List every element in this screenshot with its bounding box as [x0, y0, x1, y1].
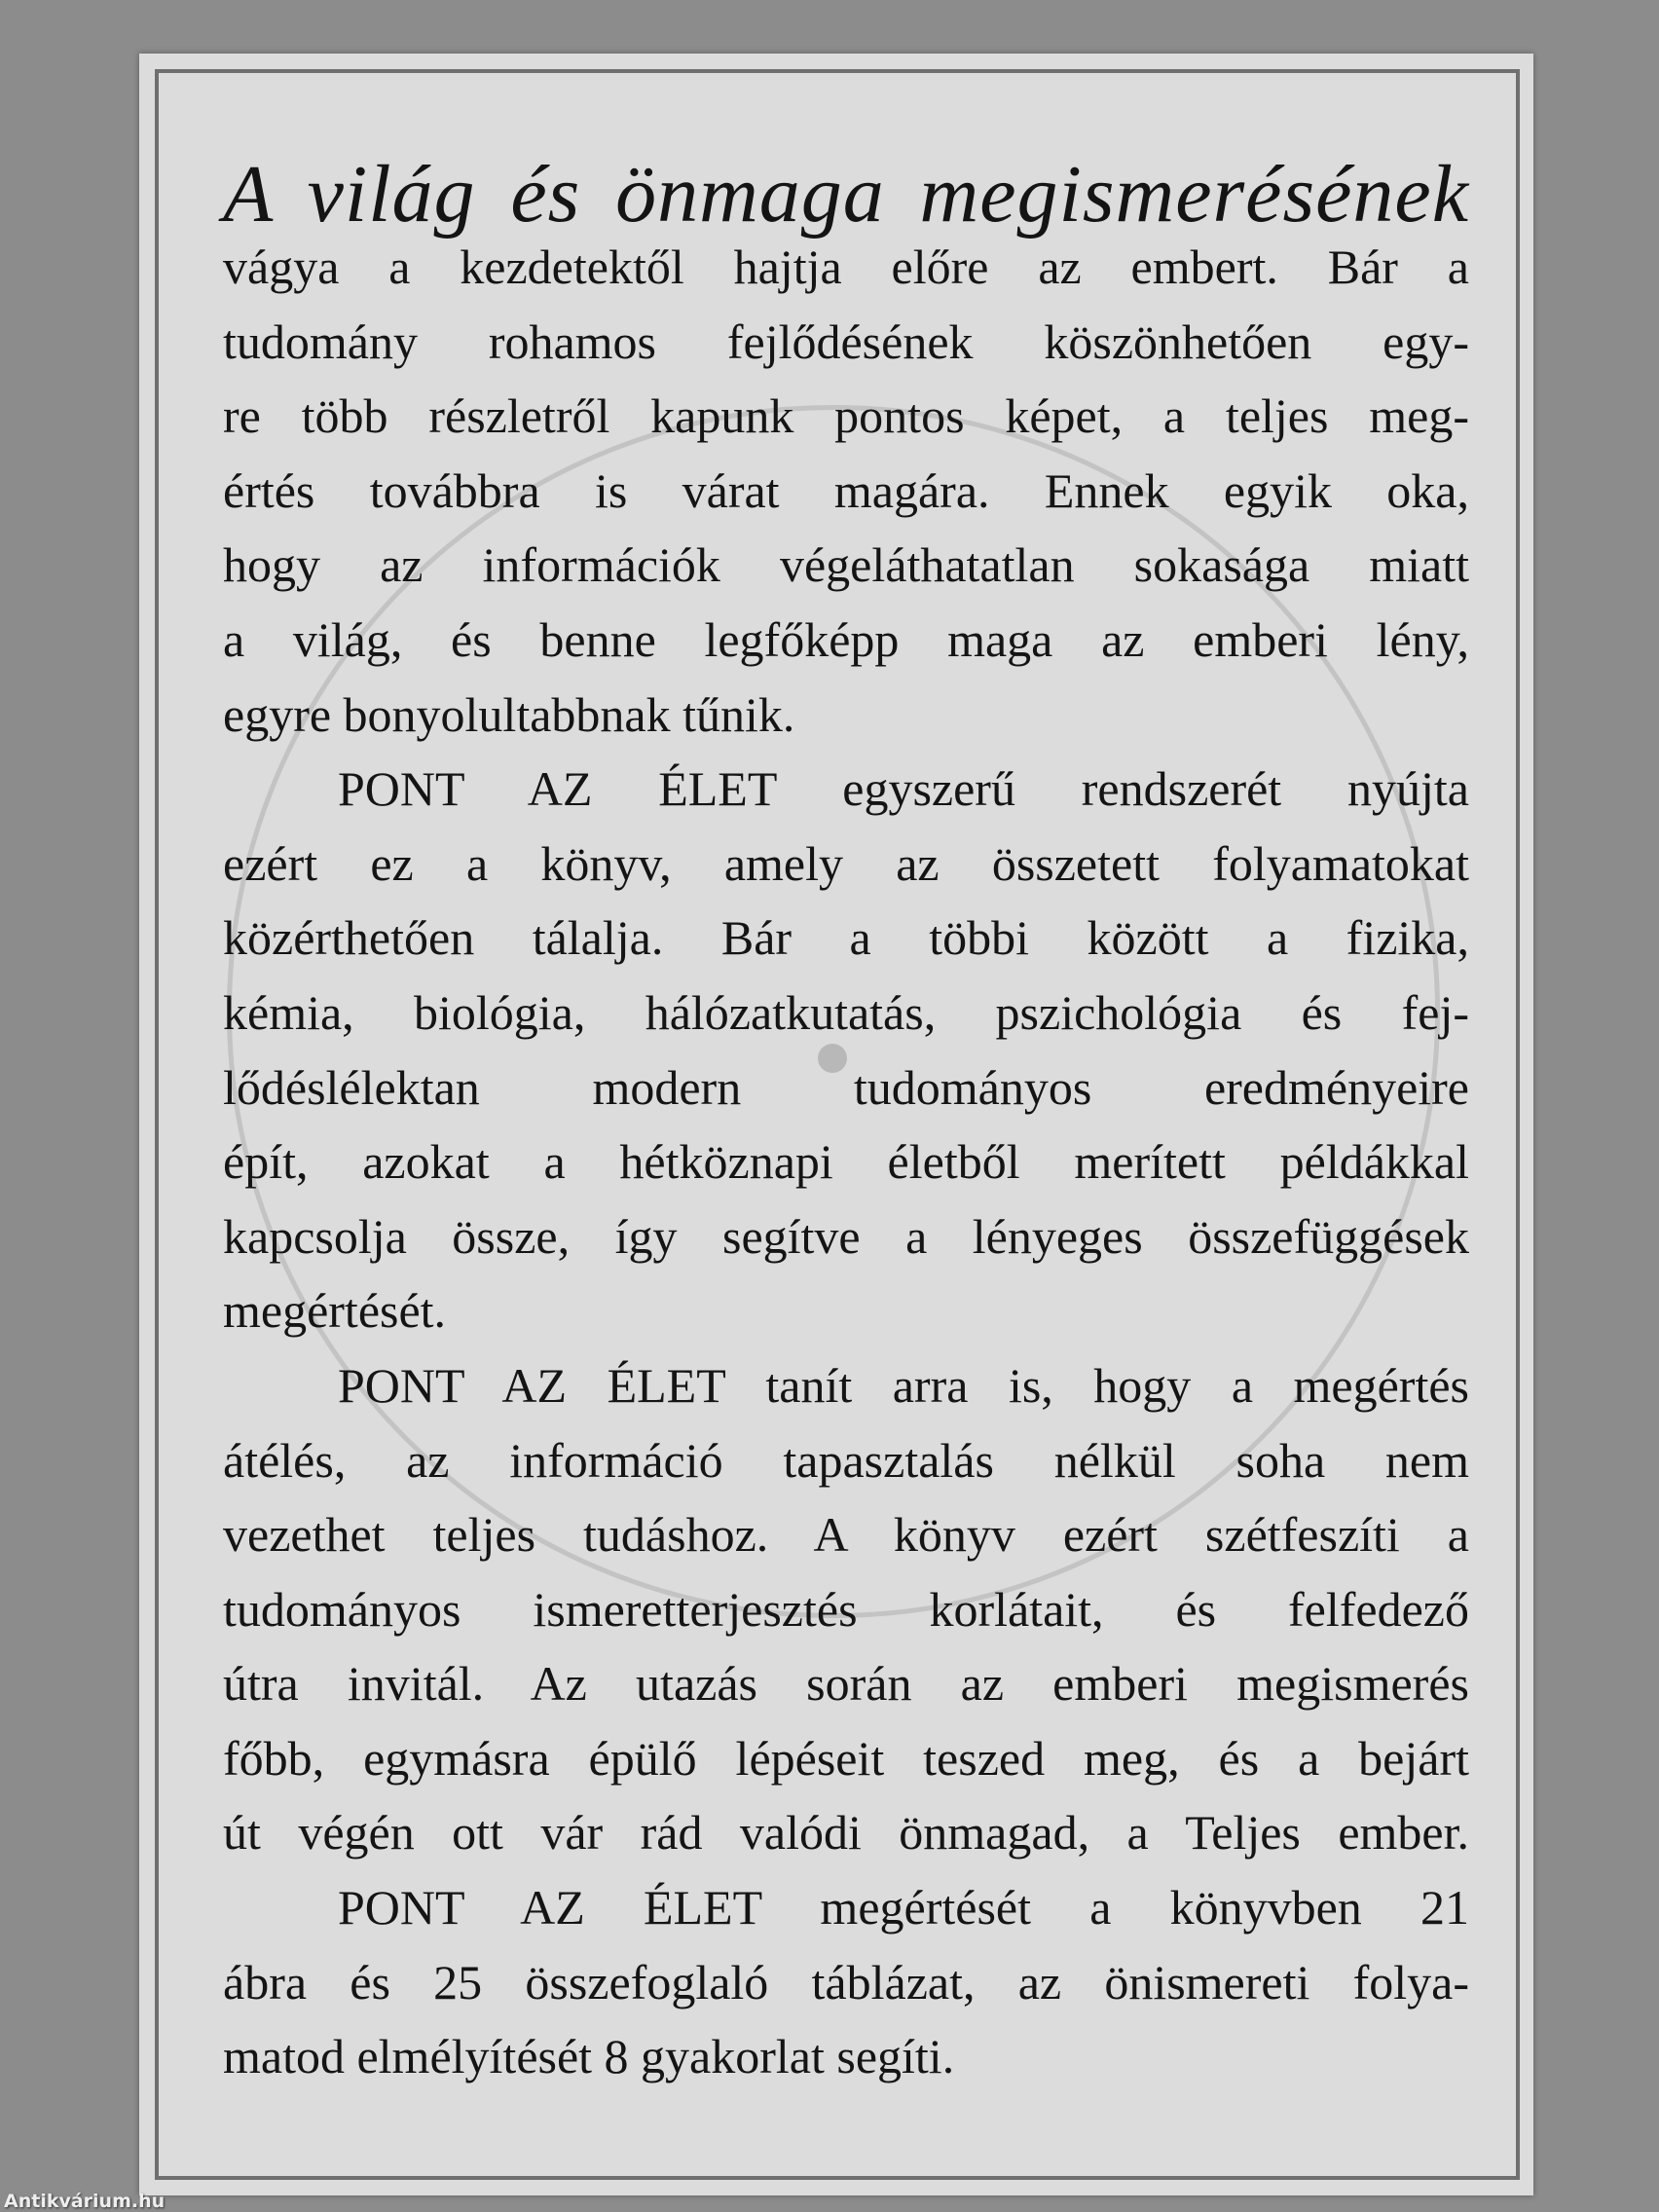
text-line: vágya a kezdetektől hajtja előre az embert. Bár a: [223, 240, 1469, 294]
text-line: kémia, biológia, hálózatkutatás, pszichológia és fej-: [223, 984, 1469, 1040]
cover-heading: A világ és önmaga megismerésének: [223, 149, 1469, 240]
text-line: vezethet teljes tudáshoz. A könyv ezért szétfeszíti a: [223, 1507, 1469, 1563]
text-line: megértését.: [223, 1283, 447, 1339]
text-line: út végén ott vár rád valódi önmagad, a Teljes ember.: [223, 1805, 1469, 1861]
text-line: főbb, egymásra épülő lépéseit teszed meg, és a bejárt: [223, 1730, 1469, 1786]
text-line: re több részletről kapunk pontos képet, a teljes meg-: [223, 388, 1469, 444]
text-line: matod elmélyítését 8 gyakorlat segíti.: [223, 2029, 955, 2084]
text-line: közérthetően tálalja. Bár a többi között a fizika,: [223, 910, 1469, 966]
cover-text: [223, 230, 1469, 2094]
text-line: PONT AZ ÉLET egyszerű rendszerét nyújta: [338, 761, 1469, 817]
text-line: ábra és 25 összefoglaló táblázat, az önismereti folya-: [223, 1954, 1469, 2009]
text-line: kapcsolja össze, így segítve a lényeges összefüggések: [223, 1208, 1469, 1264]
text-line: lődéslélektan modern tudományos eredményeire: [223, 1059, 1469, 1115]
text-line: PONT AZ ÉLET megértését a könyvben 21: [338, 1880, 1469, 1936]
text-line: ezért ez a könyv, amely az összetett folyamatokat: [223, 835, 1469, 891]
text-line: átélés, az információ tapasztalás nélkül soha nem: [223, 1432, 1469, 1488]
text-line: hogy az információk végeláthatatlan sokasága miatt: [223, 537, 1469, 593]
text-line: tudományos ismeretterjesztés korlátait, és felfedező: [223, 1581, 1469, 1637]
text-line: egyre bonyolultabbnak tűnik.: [223, 686, 795, 742]
text-line: a világ, és benne legfőképp maga az emberi lény,: [223, 611, 1469, 667]
text-line: értés továbbra is várat magára. Ennek egyik oka,: [223, 462, 1469, 518]
text-line: PONT AZ ÉLET tanít arra is, hogy a megértés: [338, 1357, 1469, 1413]
site-watermark: Antikvárium.hu: [4, 2191, 166, 2212]
text-line: épít, azokat a hétköznapi életből merített példákkal: [223, 1134, 1469, 1190]
text-line: tudomány rohamos fejlődésének köszönhetően egy-: [223, 313, 1469, 369]
text-line: útra invitál. Az utazás során az emberi megismerés: [223, 1656, 1469, 1712]
